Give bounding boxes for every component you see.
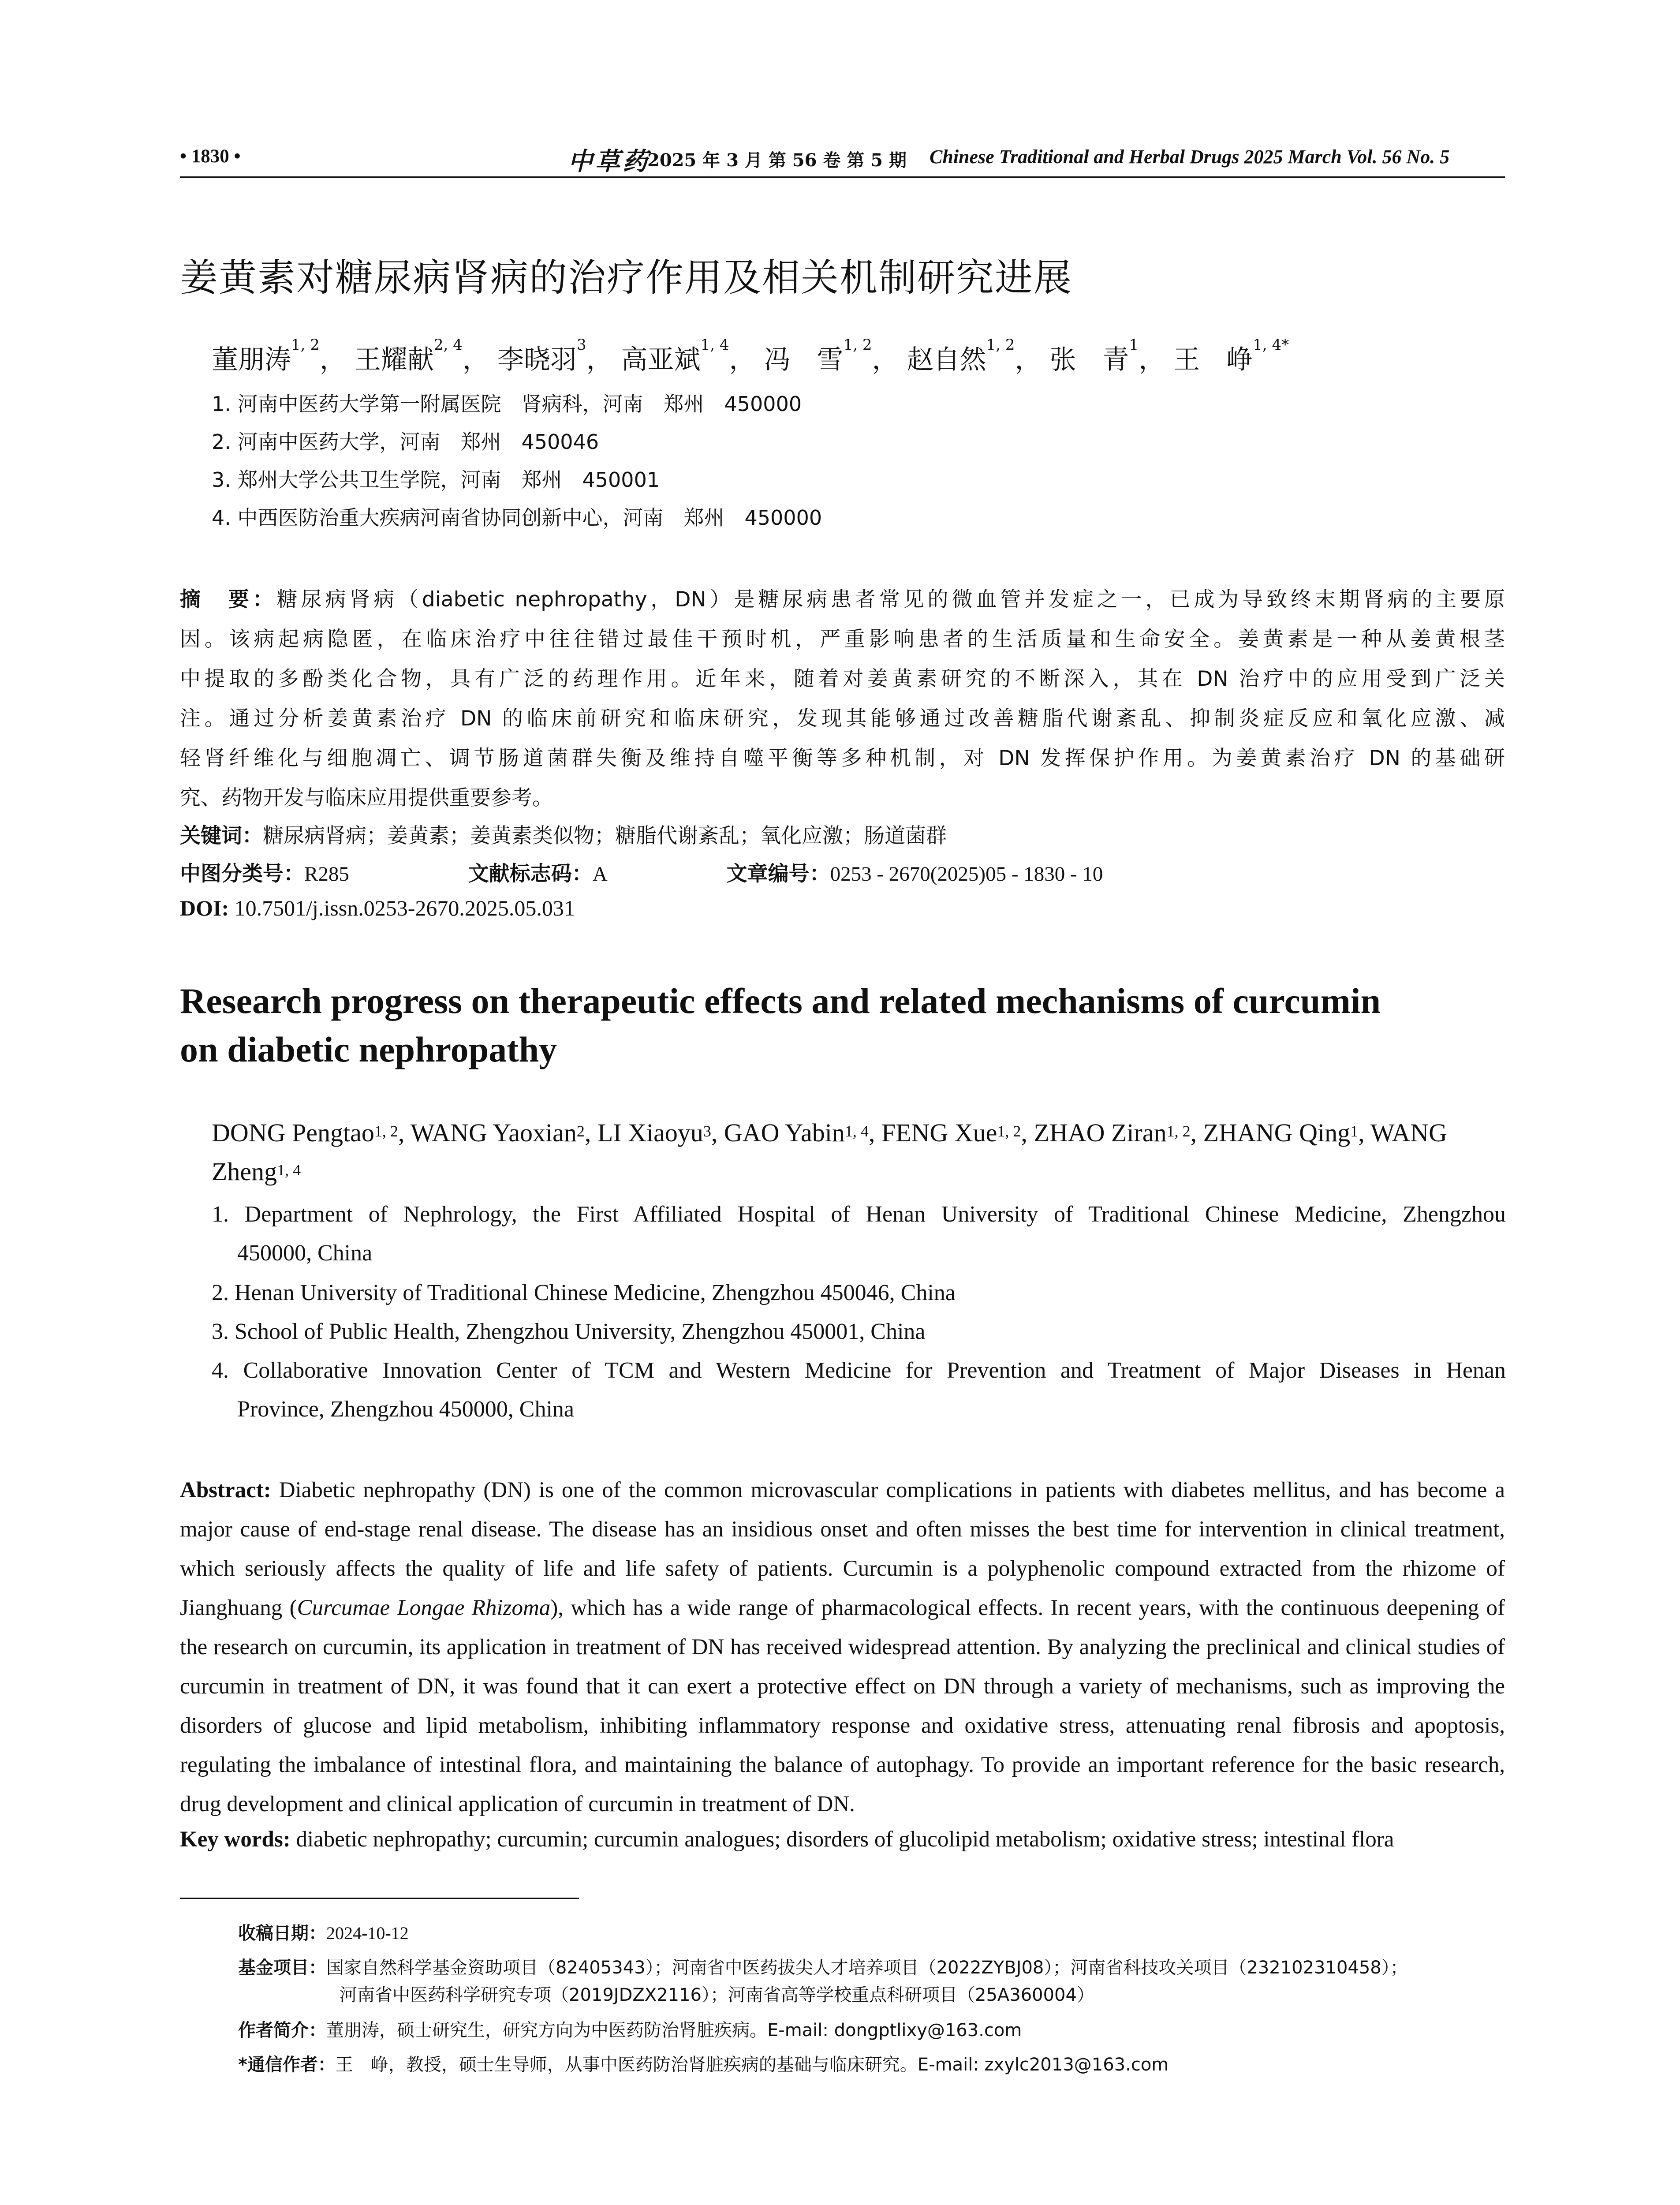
- cn-author: 冯 雪$^{1, 2}$: [764, 336, 872, 375]
- en-keywords: Key words: diabetic nephropathy; curcumin; curcumin analogues; disorders of glucolipid metabolism; oxidative stress; intestinal flora: [180, 1827, 1394, 1852]
- en-author-list: DONG Pengtao$^{1, 2}$, WANG Yaoxian$^2$, LI Xiaoyu$^3$, GAO Yabin$^{1, 4}$, FENG Xue$^{1, 2}$, ZHAO Ziran$^{1, 2}$, ZHANG Qing$^1$, WANG Zheng$^{1, 4}$: [212, 1118, 1448, 1186]
- cn-author-list: 董朋涛$^{1, 2}$， 王耀献$^{2, 4}$， 李晓羽$^3$， 高亚斌$^{1, 4}$， 冯 雪$^{1, 2}$， 赵自然$^{1, 2}$， 张 青$^1$， 王 峥$^{1, 4*}$: [212, 336, 1289, 375]
- running-header: [180, 146, 1505, 176]
- en-author: LI Xiaoyu$^3$: [597, 1118, 711, 1147]
- footnote-funding-cont: 河南省中医药科学研究专项（2019JDZX2116）；河南省高等学校重点科研项目（25A360004）: [340, 1985, 1094, 2005]
- en-keywords-label: Key words:: [180, 1827, 291, 1852]
- en-issue-info: Chinese Traditional and Herbal Drugs 2025 March Vol. 56 No. 5: [930, 146, 1450, 168]
- footnote-author: 作者简介：董朋涛，硕士研究生，研究方向为中医药防治肾脏疾病。E-mail: dongptlixy@163.com: [238, 2020, 1022, 2041]
- cn-affiliation: 2. 河南中医药大学，河南 郑州 450046: [212, 430, 599, 454]
- cn-author: 赵自然$^{1, 2}$: [907, 336, 1015, 375]
- cn-author: 王耀献$^{2, 4}$: [354, 336, 463, 375]
- en-title: Research progress on therapeutic effects and related mechanisms of curcumin on diabetic nephropathy: [180, 981, 1381, 1069]
- en-affiliation: 2. Henan University of Traditional Chinese Medicine, Zhengzhou 450046, China: [212, 1280, 956, 1305]
- en-author: GAO Yabin$^{1, 4}$: [724, 1118, 869, 1147]
- header-rule: [180, 176, 1505, 178]
- cn-author: 张 青$^1$: [1049, 336, 1139, 375]
- en-author: WANG Yaoxian$^2$: [410, 1118, 585, 1147]
- cn-abstract-line: 因。该病起病隐匿，在临床治疗中往往错过最佳干预时机，严重影响患者的生活质量和生命安全。姜黄素是一种从姜黄根茎: [180, 627, 1505, 651]
- en-author: ZHAO Ziran$^{1, 2}$: [1034, 1118, 1191, 1147]
- footnote-received: 收稿日期：2024-10-12: [238, 1923, 409, 1943]
- journal-logo: 中草药: [568, 147, 650, 176]
- cn-abstract-line: 究、药物开发与临床应用提供重要参考。: [180, 786, 553, 810]
- cn-author: 李晓羽$^3$: [497, 336, 586, 375]
- en-author: DONG Pengtao$^{1, 2}$: [212, 1118, 398, 1147]
- doi: DOI: 10.7501/j.issn.0253-2670.2025.05.031: [180, 896, 575, 920]
- en-affiliation: 3. School of Public Health, Zhengzhou University, Zhengzhou 450001, China: [212, 1319, 926, 1344]
- cn-author: 王 峥$^{1, 4*}$: [1173, 336, 1289, 375]
- cn-keywords-label: 关键词：: [180, 824, 263, 848]
- en-affiliation: 1. Department of Nephrology, the First Affiliated Hospital of Henan University of Traditional Chinese Medicine, Zhengzhou 450000, China: [212, 1202, 1506, 1266]
- cn-abstract-line: 轻肾纤维化与细胞凋亡、调节肠道菌群失衡及维持自噬平衡等多种机制，对 DN 发挥保护作用。为姜黄素治疗 DN 的基础研: [180, 746, 1505, 770]
- cn-classification: 中图分类号：R285 文献标志码：A 文章编号：0253 - 2670(2025)05 - 1830 - 10: [180, 862, 1103, 886]
- footnote-funding: 基金项目：国家自然科学基金资助项目（82405343）；河南省中医药拔尖人才培养项目（2022ZYBJ08）；河南省科技攻关项目（232102310458）；: [238, 1958, 1408, 1978]
- en-author: ZHANG Qing$^1$: [1203, 1118, 1359, 1147]
- cn-abstract-line: 注。通过分析姜黄素治疗 DN 的临床前研究和临床研究，发现其能够通过改善糖脂代谢紊乱、抑制炎症反应和氧化应激、减: [180, 706, 1505, 731]
- cn-title: 姜黄素对糖尿病肾病的治疗作用及相关机制研究进展: [180, 256, 1072, 300]
- en-affiliation: 4. Collaborative Innovation Center of TCM and Western Medicine for Prevention and Treatment of Major Diseases in Henan Province, Zhengzhou 450000, China: [212, 1358, 1506, 1422]
- cn-affiliation: 4. 中西医防治重大疾病河南省协同创新中心，河南 郑州 450000: [212, 506, 822, 530]
- cn-abstract-label: 摘 要：: [180, 587, 277, 612]
- cn-author: 董朋涛$^{1, 2}$: [212, 336, 320, 375]
- footnote-corresponding: *通信作者：王 峥，教授，硕士生导师，从事中医药防治肾脏疾病的基础与临床研究。E-mail: zxylc2013@163.com: [238, 2055, 1169, 2075]
- cn-author: 高亚斌$^{1, 4}$: [621, 336, 729, 375]
- cn-abstract-line: 中提取的多酚类化合物，具有广泛的药理作用。近年来，随着对姜黄素研究的不断深入，其在 DN 治疗中的应用受到广泛关: [180, 667, 1505, 691]
- en-author: FENG Xue$^{1, 2}$: [881, 1118, 1021, 1147]
- en-abstract-label: Abstract:: [180, 1478, 271, 1502]
- cn-keywords: 关键词：糖尿病肾病；姜黄素；姜黄素类似物；糖脂代谢紊乱；氧化应激；肠道菌群: [180, 824, 947, 848]
- cn-issue-info: 2025 年 3 月 第 56 卷 第 5 期: [647, 150, 907, 171]
- footnote-rule: [180, 1898, 579, 1899]
- en-author: WANG Zheng$^{1, 4}$: [212, 1118, 1448, 1186]
- cn-affiliation: 1. 河南中医药大学第一附属医院 肾病科，河南 郑州 450000: [212, 392, 802, 416]
- en-abstract: Abstract: Diabetic nephropathy (DN) is one of the common microvascular complications in patients with diabetes mellitus, and has become a major cause of end-stage renal disease. The disease has an insidious onset and often misses the best time for intervention in clinical treatment, which seriously affects the quality of life and life safety of patients. Curcumin is a polyphenolic compound extracted from the rhizome of Jianghuang (Curcumae Longae Rhizoma), which has a wide range of pharmacological effects. In recent years, with the continuous deepening of the research on curcumin, its application in treatment of DN has received widespread attention. By analyzing the preclinical and clinical studies of curcumin in treatment of DN, it was found that it can exert a protective effect on DN through a variety of mechanisms, such as improving the disorders of glucose and lipid metabolism, inhibiting inflammatory response and oxidative stress, attenuating renal fibrosis and apoptosis, regulating the imbalance of intestinal flora, and maintaining the balance of autophagy. To provide an important reference for the basic research, drug development and clinical application of curcumin in treatment of DN.: [180, 1478, 1505, 1816]
- page-number: • 1830 •: [180, 146, 241, 167]
- cn-abstract-line: 摘 要：糖尿病肾病（diabetic nephropathy，DN）是糖尿病患者常见的微血管并发症之一，已成为导致终末期肾病的主要原: [180, 587, 1505, 612]
- cn-affiliation: 3. 郑州大学公共卫生学院，河南 郑州 450001: [212, 468, 660, 492]
